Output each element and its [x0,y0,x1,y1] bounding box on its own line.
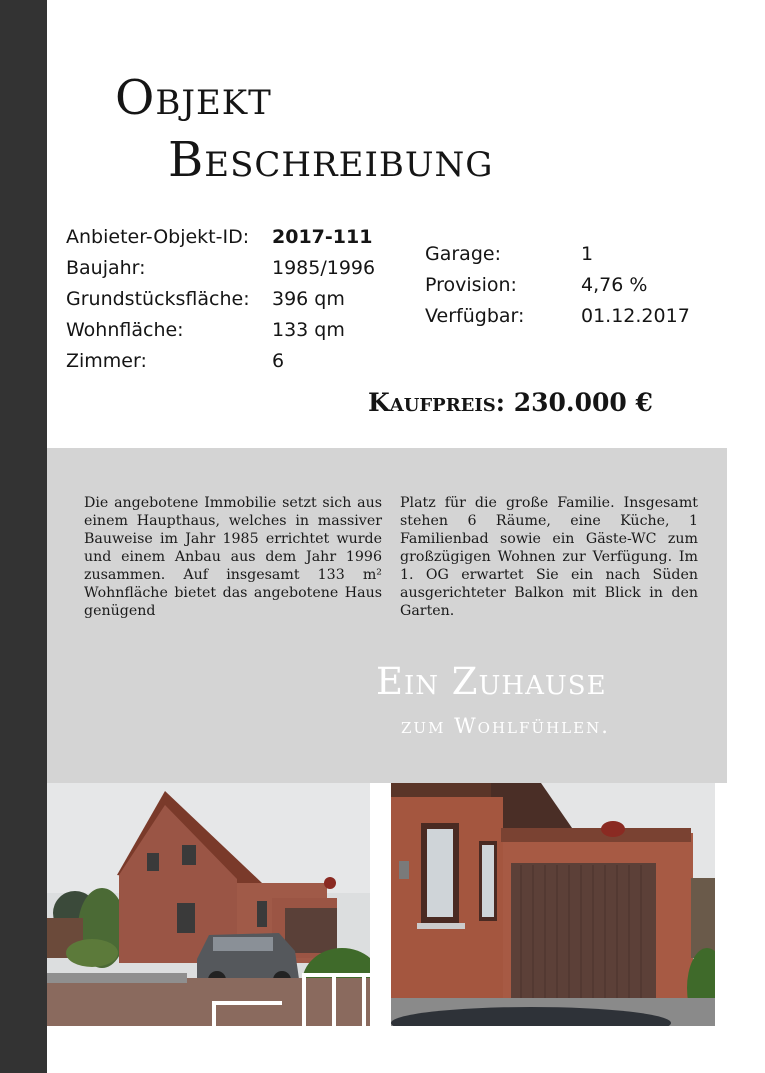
tagline-line-1: Ein Zuhause [376,660,607,703]
fact-value: 4,76 % [581,274,648,296]
description-column-2: Platz für die große Familie. Insgesamt stehen 6 Räume, eine Küche, 1 Familienbad sowie ein Gäste-WC zum großzügigen Wohnen zur Verfügung. Im 1. OG erwartet Sie ein nach Süden ausgerichteter Balkon mit Blick in den Garten. [400,495,698,619]
fact-label: Baujahr: [66,257,146,279]
fact-label: Zimmer: [66,350,147,372]
fact-label: Anbieter-Objekt-ID: [66,226,250,248]
fact-value: 6 [272,350,285,372]
fact-label: Provision: [425,274,517,296]
purchase-price: Kaufpreis: 230.000 € [368,388,653,417]
fact-label: Grundstücksfläche: [66,288,250,310]
side-bar [0,0,47,1073]
fact-value: 01.12.2017 [581,305,690,327]
house-exterior-photo [47,783,370,1026]
page-title-line-1: Objekt [115,70,272,126]
tagline-line-2: zum Wohlfühlen. [401,714,610,738]
page-title-line-2: Beschreibung [168,132,494,188]
fact-value: 2017-111 [272,226,373,248]
fact-label: Garage: [425,243,501,265]
garage-photo [391,783,715,1026]
fact-value: 1 [581,243,594,265]
fact-value: 396 qm [272,288,345,310]
fact-value: 1985/1996 [272,257,376,279]
fact-label: Wohnfläche: [66,319,184,341]
description-column-1: Die angebotene Immobilie setzt sich aus einem Haupthaus, welches in massiver Bauweise im Jahr 1985 errichtet wurde und einem Anbau aus dem Jahr 1996 zusammen. Auf insgesamt 133 m² Wohnfläche bietet das angebotene Haus genügend [84,495,382,619]
fact-label: Verfügbar: [425,305,525,327]
fact-value: 133 qm [272,319,345,341]
